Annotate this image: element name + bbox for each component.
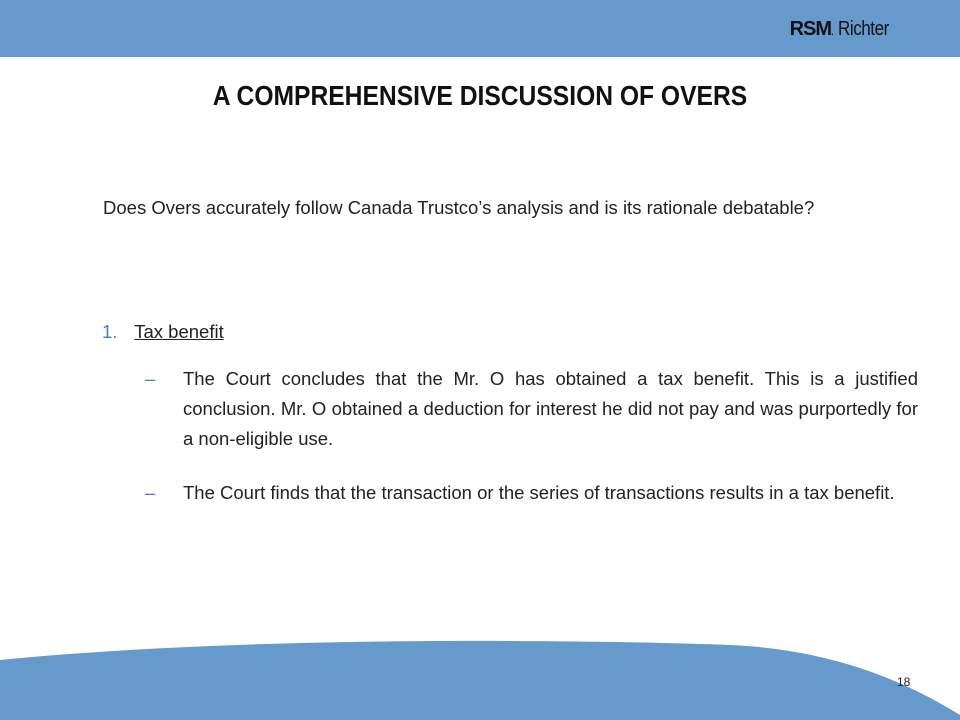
logo-rsm: RSM (789, 18, 832, 40)
slide-title: A COMPREHENSIVE DISCUSSION OF OVERS (212, 80, 748, 111)
list-number: 1. (102, 321, 118, 342)
bullet-item (145, 364, 918, 454)
bullet-text: The Court finds that the transaction or the series of transactions results in a tax benefit. (183, 482, 895, 503)
bullet-item (145, 478, 918, 508)
bullet-text: The Court concludes that the Mr. O has obtained a tax benefit. This is a justified conclusion. Mr. O obtained a deduction for interest he did not pay and was purportedly for a non-eligible use. (183, 368, 918, 449)
list-item-tax-benefit (102, 321, 224, 343)
page-number: 18 (897, 675, 911, 689)
footer-wave (0, 620, 960, 720)
list-heading: Tax benefit (134, 321, 224, 342)
company-logo: RSM. Richter (789, 18, 890, 40)
footer-wave-shape (0, 641, 960, 720)
question-text: Does Overs accurately follow Canada Trustco’s analysis and is its rationale debatable? (103, 197, 815, 218)
dash-bullet: – (145, 368, 156, 389)
dash-bullet: – (145, 482, 156, 503)
logo-richter: Richter (838, 18, 890, 40)
